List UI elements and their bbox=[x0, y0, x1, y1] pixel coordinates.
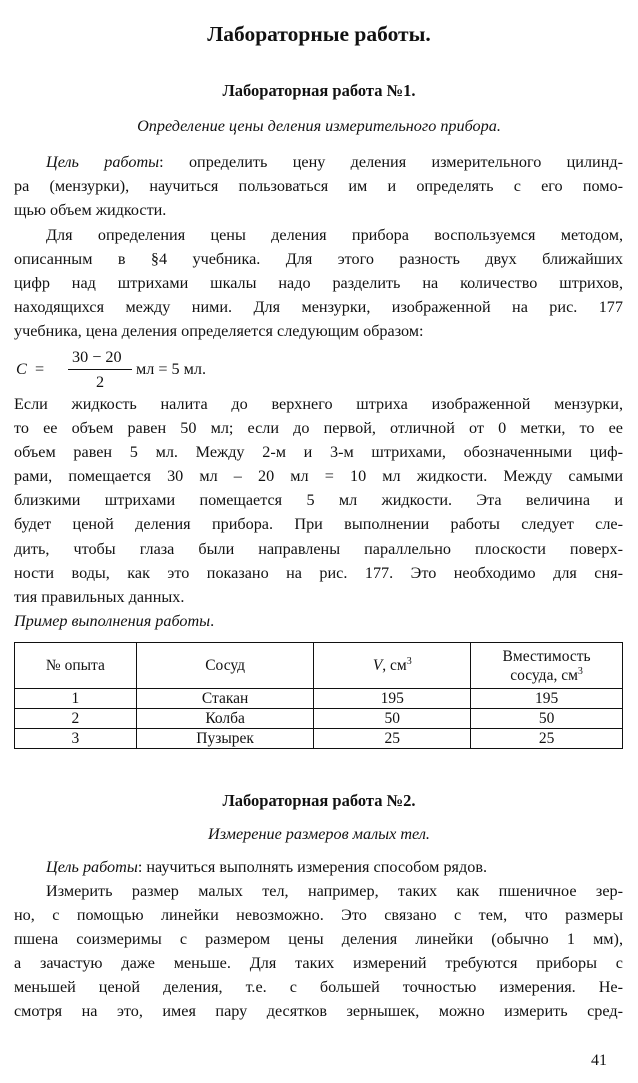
paragraph-line: то ее объем равен 50 мл; если до первой, отличной от 0 метки, то ее bbox=[14, 419, 623, 438]
table-row bbox=[15, 709, 623, 729]
table-row bbox=[15, 689, 623, 709]
table-row bbox=[15, 729, 623, 749]
cell-capacity: 195 bbox=[471, 689, 623, 709]
paragraph-line: ности воды, как это показано на рис. 177. Это необходимо для сня- bbox=[14, 563, 623, 582]
cell-number: 1 bbox=[15, 689, 137, 709]
lab2-method-paragraph bbox=[14, 879, 623, 1024]
cell-number: 3 bbox=[15, 729, 137, 749]
lab1-heading: Лабораторная работа №1. bbox=[222, 81, 416, 100]
header-capacity: Вместимость сосуда, $см^3$ bbox=[471, 643, 623, 689]
paragraph-line: но, с помощью линейки невозможно. Это связано с тем, что размеры bbox=[14, 906, 623, 925]
lab1-method-paragraph bbox=[14, 223, 623, 343]
lab1-subtitle: Определение цены деления измерительного прибора. bbox=[137, 117, 501, 135]
lab1-goal-paragraph bbox=[14, 150, 623, 222]
paragraph-line: щью объем жидкости. bbox=[14, 201, 167, 220]
formula-denominator: 2 bbox=[96, 373, 105, 391]
paragraph-line: близкими штрихами помещается 5 мл жидкости. Эта величина и bbox=[14, 491, 623, 510]
lab2-subtitle: Измерение размеров малых тел. bbox=[208, 825, 430, 843]
header-experiment-number: № опыта bbox=[15, 643, 137, 689]
paragraph-line: описанным в §4 учебника. Для этого разность двух ближайших bbox=[14, 250, 623, 269]
paragraph-line: тия правильных данных. bbox=[14, 587, 185, 606]
paragraph-line: находящихся между ними. Для мензурки, изображенной на рис. 177 bbox=[14, 298, 623, 317]
lab2-heading: Лабораторная работа №2. bbox=[222, 791, 416, 810]
table-header-row bbox=[15, 643, 623, 689]
paragraph-line: объем равен 5 мл. Между 2-м и 3-м штрихами, обозначенными циф- bbox=[14, 443, 623, 462]
cell-capacity: 25 bbox=[471, 729, 623, 749]
example-caption: Пример выполнения работы. bbox=[14, 611, 215, 630]
formula-numerator: 30 − 20 bbox=[72, 348, 122, 366]
cell-vessel: Пузырек bbox=[136, 729, 314, 749]
formula-result: мл = 5 мл. bbox=[136, 360, 207, 378]
results-table bbox=[14, 642, 623, 749]
paragraph-line: дить, чтобы глаза были направлены параллельно плоскости поверх- bbox=[14, 539, 623, 558]
paragraph-line: пшена соизмеримы с размером цены деления линейки (обычно 1 мм), bbox=[14, 930, 623, 949]
cell-volume: 50 bbox=[314, 709, 471, 729]
paragraph-line: Если жидкость налита до верхнего штриха изображенной мензурки, bbox=[14, 395, 623, 413]
paragraph-line: Для определения цены деления прибора воспользуемся методом, bbox=[46, 226, 623, 244]
paragraph-line: ра (мензурки), научиться пользоваться им и определять с его помо- bbox=[14, 177, 623, 196]
cell-vessel: Стакан bbox=[136, 689, 314, 709]
paragraph-line: смотря на это, имея пару десятков зернышек, можно измерить сред- bbox=[14, 1002, 623, 1021]
formula-equals: = bbox=[35, 360, 45, 378]
paragraph-line: меньшей ценой деления, т.е. с большей точностью измерения. Не- bbox=[14, 978, 623, 997]
paragraph-line: рами, помещается 30 мл – 20 мл = 10 мл жидкости. Между самыми bbox=[14, 467, 623, 486]
header-vessel: Сосуд bbox=[136, 643, 314, 689]
page-number: 41 bbox=[591, 1052, 607, 1069]
header-volume: V, $см^3$ bbox=[314, 643, 471, 689]
cell-capacity: 50 bbox=[471, 709, 623, 729]
paragraph-line: Измерить размер малых тел, например, таких как пшеничное зер- bbox=[46, 882, 623, 900]
paragraph-line: будет ценой деления прибора. При выполнении работы следует сле- bbox=[14, 515, 623, 534]
goal-label: Цель работы bbox=[46, 858, 138, 876]
paragraph-line: Цель работы: определить цену деления измерительного цилинд- bbox=[46, 153, 623, 171]
page-title: Лабораторные работы. bbox=[207, 22, 431, 46]
division-value-formula bbox=[16, 345, 276, 395]
paragraph-line: а зачастую даже меньше. Для таких измерений требуются приборы с bbox=[14, 954, 623, 973]
paragraph-line: цифр над штрихами шкалы надо разделить на количество штрихов, bbox=[14, 274, 623, 293]
paragraph-line: Цель работы: научиться выполнять измерения способом рядов. bbox=[46, 858, 488, 876]
lab2-goal-paragraph bbox=[14, 855, 623, 879]
cell-volume: 195 bbox=[314, 689, 471, 709]
cell-vessel: Колба bbox=[136, 709, 314, 729]
formula-variable: C bbox=[16, 360, 27, 378]
lab1-explanation-paragraph bbox=[14, 392, 623, 633]
paragraph-line: учебника, цена деления определяется следующим образом: bbox=[14, 322, 424, 341]
cell-number: 2 bbox=[15, 709, 137, 729]
cell-volume: 25 bbox=[314, 729, 471, 749]
goal-label: Цель работы bbox=[46, 153, 160, 171]
